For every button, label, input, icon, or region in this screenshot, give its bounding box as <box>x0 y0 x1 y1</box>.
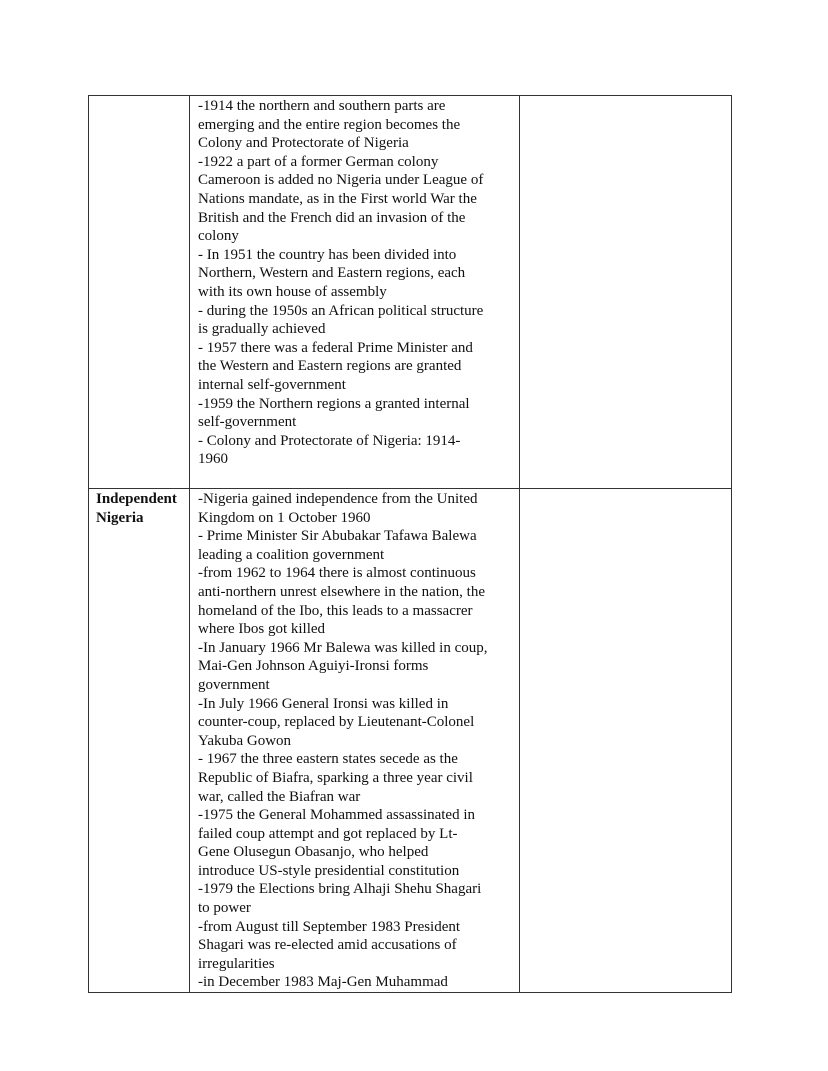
event-line: -Nigeria gained independence from the United <box>198 491 478 507</box>
events-cell <box>190 489 520 993</box>
event-line: -1979 the Elections bring Alhaji Shehu Shagari <box>198 881 482 898</box>
event-line: Colony and Protectorate of Nigeria <box>198 135 409 152</box>
event-line: -from 1962 to 1964 there is almost continuous <box>198 565 476 582</box>
event-line: where Ibos got killed <box>198 621 326 638</box>
event-line: -In January 1966 Mr Balewa was killed in coup, <box>198 639 488 656</box>
events-text <box>190 96 519 469</box>
event-line: -In July 1966 General Ironsi was killed in <box>198 695 449 712</box>
period-label-line: Nigeria <box>96 509 144 526</box>
event-line: failed coup attempt and got replaced by Lt- <box>198 825 458 842</box>
event-line: -1922 a part of a former German colony <box>198 153 439 170</box>
event-line: self-government <box>198 414 297 431</box>
event-line: war, called the Biafran war <box>198 788 361 805</box>
event-line: -from August till September 1983 President <box>198 918 461 935</box>
event-line: British and the French did an invasion of the <box>198 209 466 226</box>
event-line: - Colony and Protectorate of Nigeria: 1914- <box>198 432 461 449</box>
event-line: government <box>198 676 270 693</box>
notes-text <box>520 96 731 97</box>
event-line: Yakuba Gowon <box>198 732 292 749</box>
event-line: - 1967 the three eastern states secede as the <box>198 751 458 768</box>
event-line: introduce US-style presidential constitution <box>198 862 460 879</box>
timeline-table <box>88 95 732 993</box>
period-label-line: Independent <box>96 491 177 507</box>
event-line: anti-northern unrest elsewhere in the nation, the <box>198 583 485 600</box>
notes-cell <box>520 96 732 489</box>
event-line: Shagari was re-elected amid accusations of <box>198 937 457 954</box>
event-line: - during the 1950s an African political structure <box>198 302 484 319</box>
notes-cell <box>520 489 732 993</box>
event-line: irregularities <box>198 955 275 972</box>
event-line: - 1957 there was a federal Prime Minister and <box>198 339 473 356</box>
event-line: -1914 the northern and southern parts are <box>198 98 446 114</box>
event-line: Northern, Western and Eastern regions, each <box>198 265 466 282</box>
event-line: to power <box>198 900 251 917</box>
event-line: Republic of Biafra, sparking a three year civil <box>198 769 473 786</box>
events-cell <box>190 96 520 489</box>
event-line: homeland of the Ibo, this leads to a massacrer <box>198 602 473 619</box>
event-line: - In 1951 the country has been divided into <box>198 246 457 263</box>
table-row <box>89 96 732 489</box>
event-line: -1975 the General Mohammed assassinated in <box>198 807 476 824</box>
period-label <box>89 96 189 97</box>
event-line: counter-coup, replaced by Lieutenant-Colonel <box>198 714 475 731</box>
event-line: Mai-Gen Johnson Aguiyi-Ironsi forms <box>198 658 429 675</box>
events-text <box>190 489 519 992</box>
event-line: is gradually achieved <box>198 321 326 338</box>
event-line: Kingdom on 1 October 1960 <box>198 509 371 526</box>
event-line: - Prime Minister Sir Abubakar Tafawa Balewa <box>198 528 477 545</box>
event-line: internal self-government <box>198 376 346 393</box>
period-label <box>89 489 189 527</box>
event-line: 1960 <box>198 451 228 468</box>
period-cell <box>89 96 190 489</box>
event-line: colony <box>198 228 239 245</box>
event-line: leading a coalition government <box>198 546 385 563</box>
period-cell <box>89 489 190 993</box>
notes-text <box>520 489 731 490</box>
event-line: -1959 the Northern regions a granted internal <box>198 395 470 412</box>
event-line: with its own house of assembly <box>198 283 387 300</box>
event-line: -in December 1983 Maj-Gen Muhammad <box>198 974 448 991</box>
event-line: the Western and Eastern regions are granted <box>198 358 462 375</box>
event-line: emerging and the entire region becomes the <box>198 116 461 133</box>
event-line: Nations mandate, as in the First world War the <box>198 190 477 207</box>
table-row <box>89 489 732 993</box>
event-line: Cameroon is added no Nigeria under League of <box>198 172 484 189</box>
event-line: Gene Olusegun Obasanjo, who helped <box>198 844 429 861</box>
